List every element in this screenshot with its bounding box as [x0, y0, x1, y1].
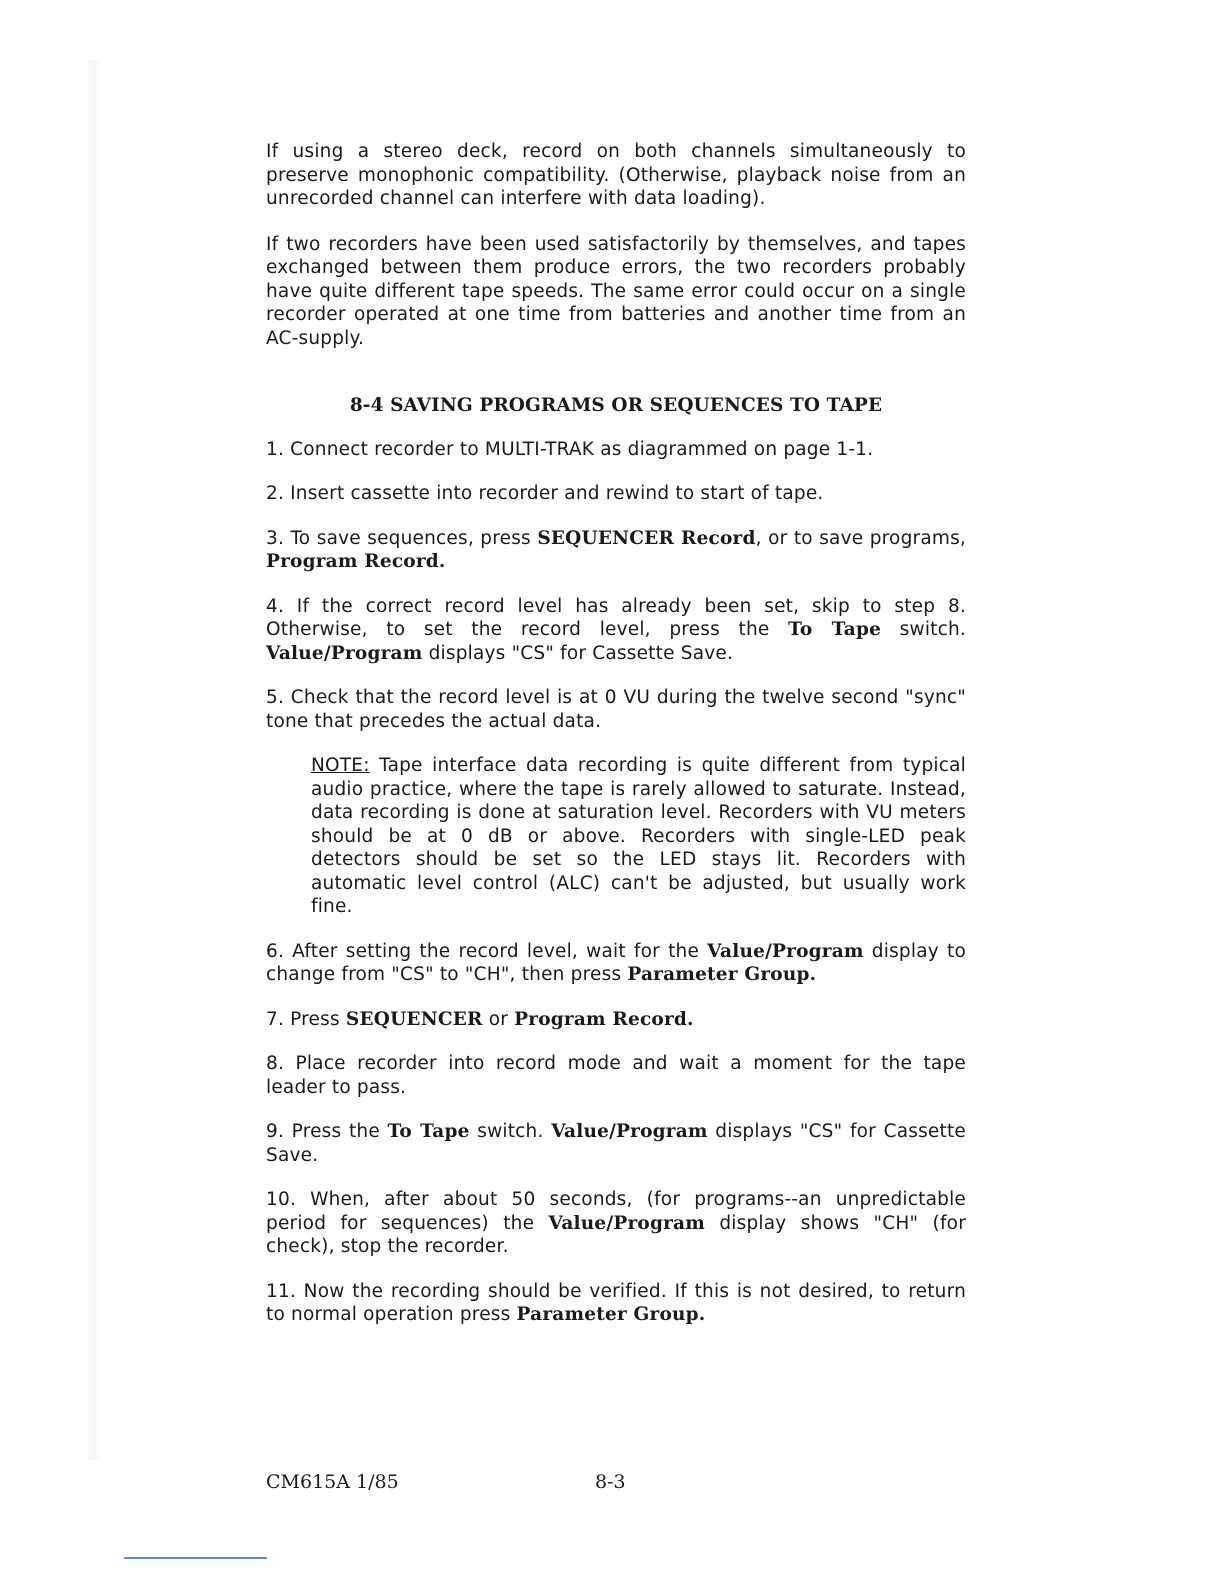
step-6-value-program: Value/Program: [707, 940, 864, 962]
step-8: 8. Place recorder into record mode and wait a moment for the tape leader to pass.: [266, 1053, 966, 1098]
step-10: [266, 1188, 966, 1259]
document-code: CM615A 1/85: [266, 1471, 399, 1493]
page-body: [266, 140, 966, 1348]
step-3-text-a: 3. To save sequences, press: [266, 527, 538, 549]
step-7-text-c: or: [482, 1008, 515, 1030]
step-2: 2. Insert cassette into recorder and rewind to start of tape.: [266, 483, 824, 504]
step-4: [266, 595, 966, 666]
step-4-value-program: Value/Program: [266, 642, 423, 664]
step-9: [266, 1120, 966, 1167]
step-3-program-record: Program Record.: [266, 551, 446, 572]
intro-paragraph-recorders: If two recorders have been used satisfactorily by themselves, and tapes exchanged between them produce errors, the two recorders probably have quite different tape speeds. The same error could occur on a single recorder operated at one time from batteries and another time from an AC-supply.: [266, 233, 966, 349]
note-label: NOTE:: [311, 755, 370, 776]
note-block: [311, 754, 966, 919]
step-3: [266, 527, 966, 574]
step-4-text-d: displays "CS" for Cassette Save.: [422, 642, 734, 664]
step-6-parameter-group: Parameter Group.: [627, 964, 817, 985]
step-3-text-c: , or to save programs,: [755, 527, 966, 549]
step-6-text-a: 6. After setting the record level, wait for the: [266, 940, 708, 962]
step-10-text-c: display shows "CH" (for check), stop the recorder.: [266, 1212, 966, 1257]
note-text: Tape interface data recording is quite different from typical audio practice, where the tape is rarely allowed to saturate. Instead, data recording is done at saturation level. Recorders with VU meters should be at 0 dB or above. Recorders with single-LED peak detectors should be set so the LED stays lit. Recorders with automatic level control (ALC) can't be adjusted, but usually work fine.: [311, 755, 966, 917]
step-1: 1. Connect recorder to MULTI-TRAK as diagrammed on page 1-1.: [266, 438, 874, 460]
step-4-text-a: 4. If the correct record level has already been set, skip to step 8. Otherwise, to set the record level, press the: [266, 595, 966, 640]
step-5: 5. Check that the record level is at 0 VU during the twelve second "sync" tone that precedes the actual data.: [266, 687, 966, 732]
scan-edge-shadow: [88, 60, 102, 1460]
step-9-text-d: displays "CS" for Cassette Save.: [266, 1121, 966, 1166]
step-7-text-a: 7. Press: [266, 1008, 346, 1030]
step-9-text-a: 9. Press the: [266, 1121, 388, 1142]
step-7: [266, 1008, 966, 1032]
step-4-to-tape: To Tape: [788, 619, 882, 640]
step-7-program-record: Program Record.: [514, 1008, 694, 1030]
section-heading: 8-4 SAVING PROGRAMS OR SEQUENCES TO TAPE: [349, 395, 883, 416]
step-11: [266, 1280, 966, 1327]
step-6: [266, 940, 966, 987]
intro-paragraph-stereo: If using a stereo deck, record on both channels simultaneously to preserve monophonic compatibility. (Otherwise, playback noise from an unrecorded channel can interfere with data loading).: [266, 141, 966, 209]
page-number: 8-3: [595, 1471, 626, 1493]
step-3-sequencer-record: SEQUENCER Record: [537, 527, 756, 549]
step-6-text-c: display to change from "CS" to "CH", then press: [266, 940, 966, 985]
step-11-parameter-group: Parameter Group.: [516, 1304, 706, 1325]
step-9-to-tape: To Tape: [387, 1121, 470, 1142]
step-4-text-c: switch.: [881, 619, 966, 640]
bottom-rule: [124, 1557, 267, 1559]
step-10-value-program: Value/Program: [548, 1212, 705, 1234]
step-11-text-a: 11. Now the recording should be verified. If this is not desired, to return to normal operation press: [266, 1280, 966, 1325]
step-7-sequencer: SEQUENCER: [345, 1008, 483, 1030]
step-9-value-program: Value/Program: [551, 1121, 708, 1142]
step-9-text-c: switch.: [469, 1121, 552, 1142]
step-10-text-a: 10. When, after about 50 seconds, (for programs--an unpredictable period for sequences) the: [266, 1189, 966, 1234]
